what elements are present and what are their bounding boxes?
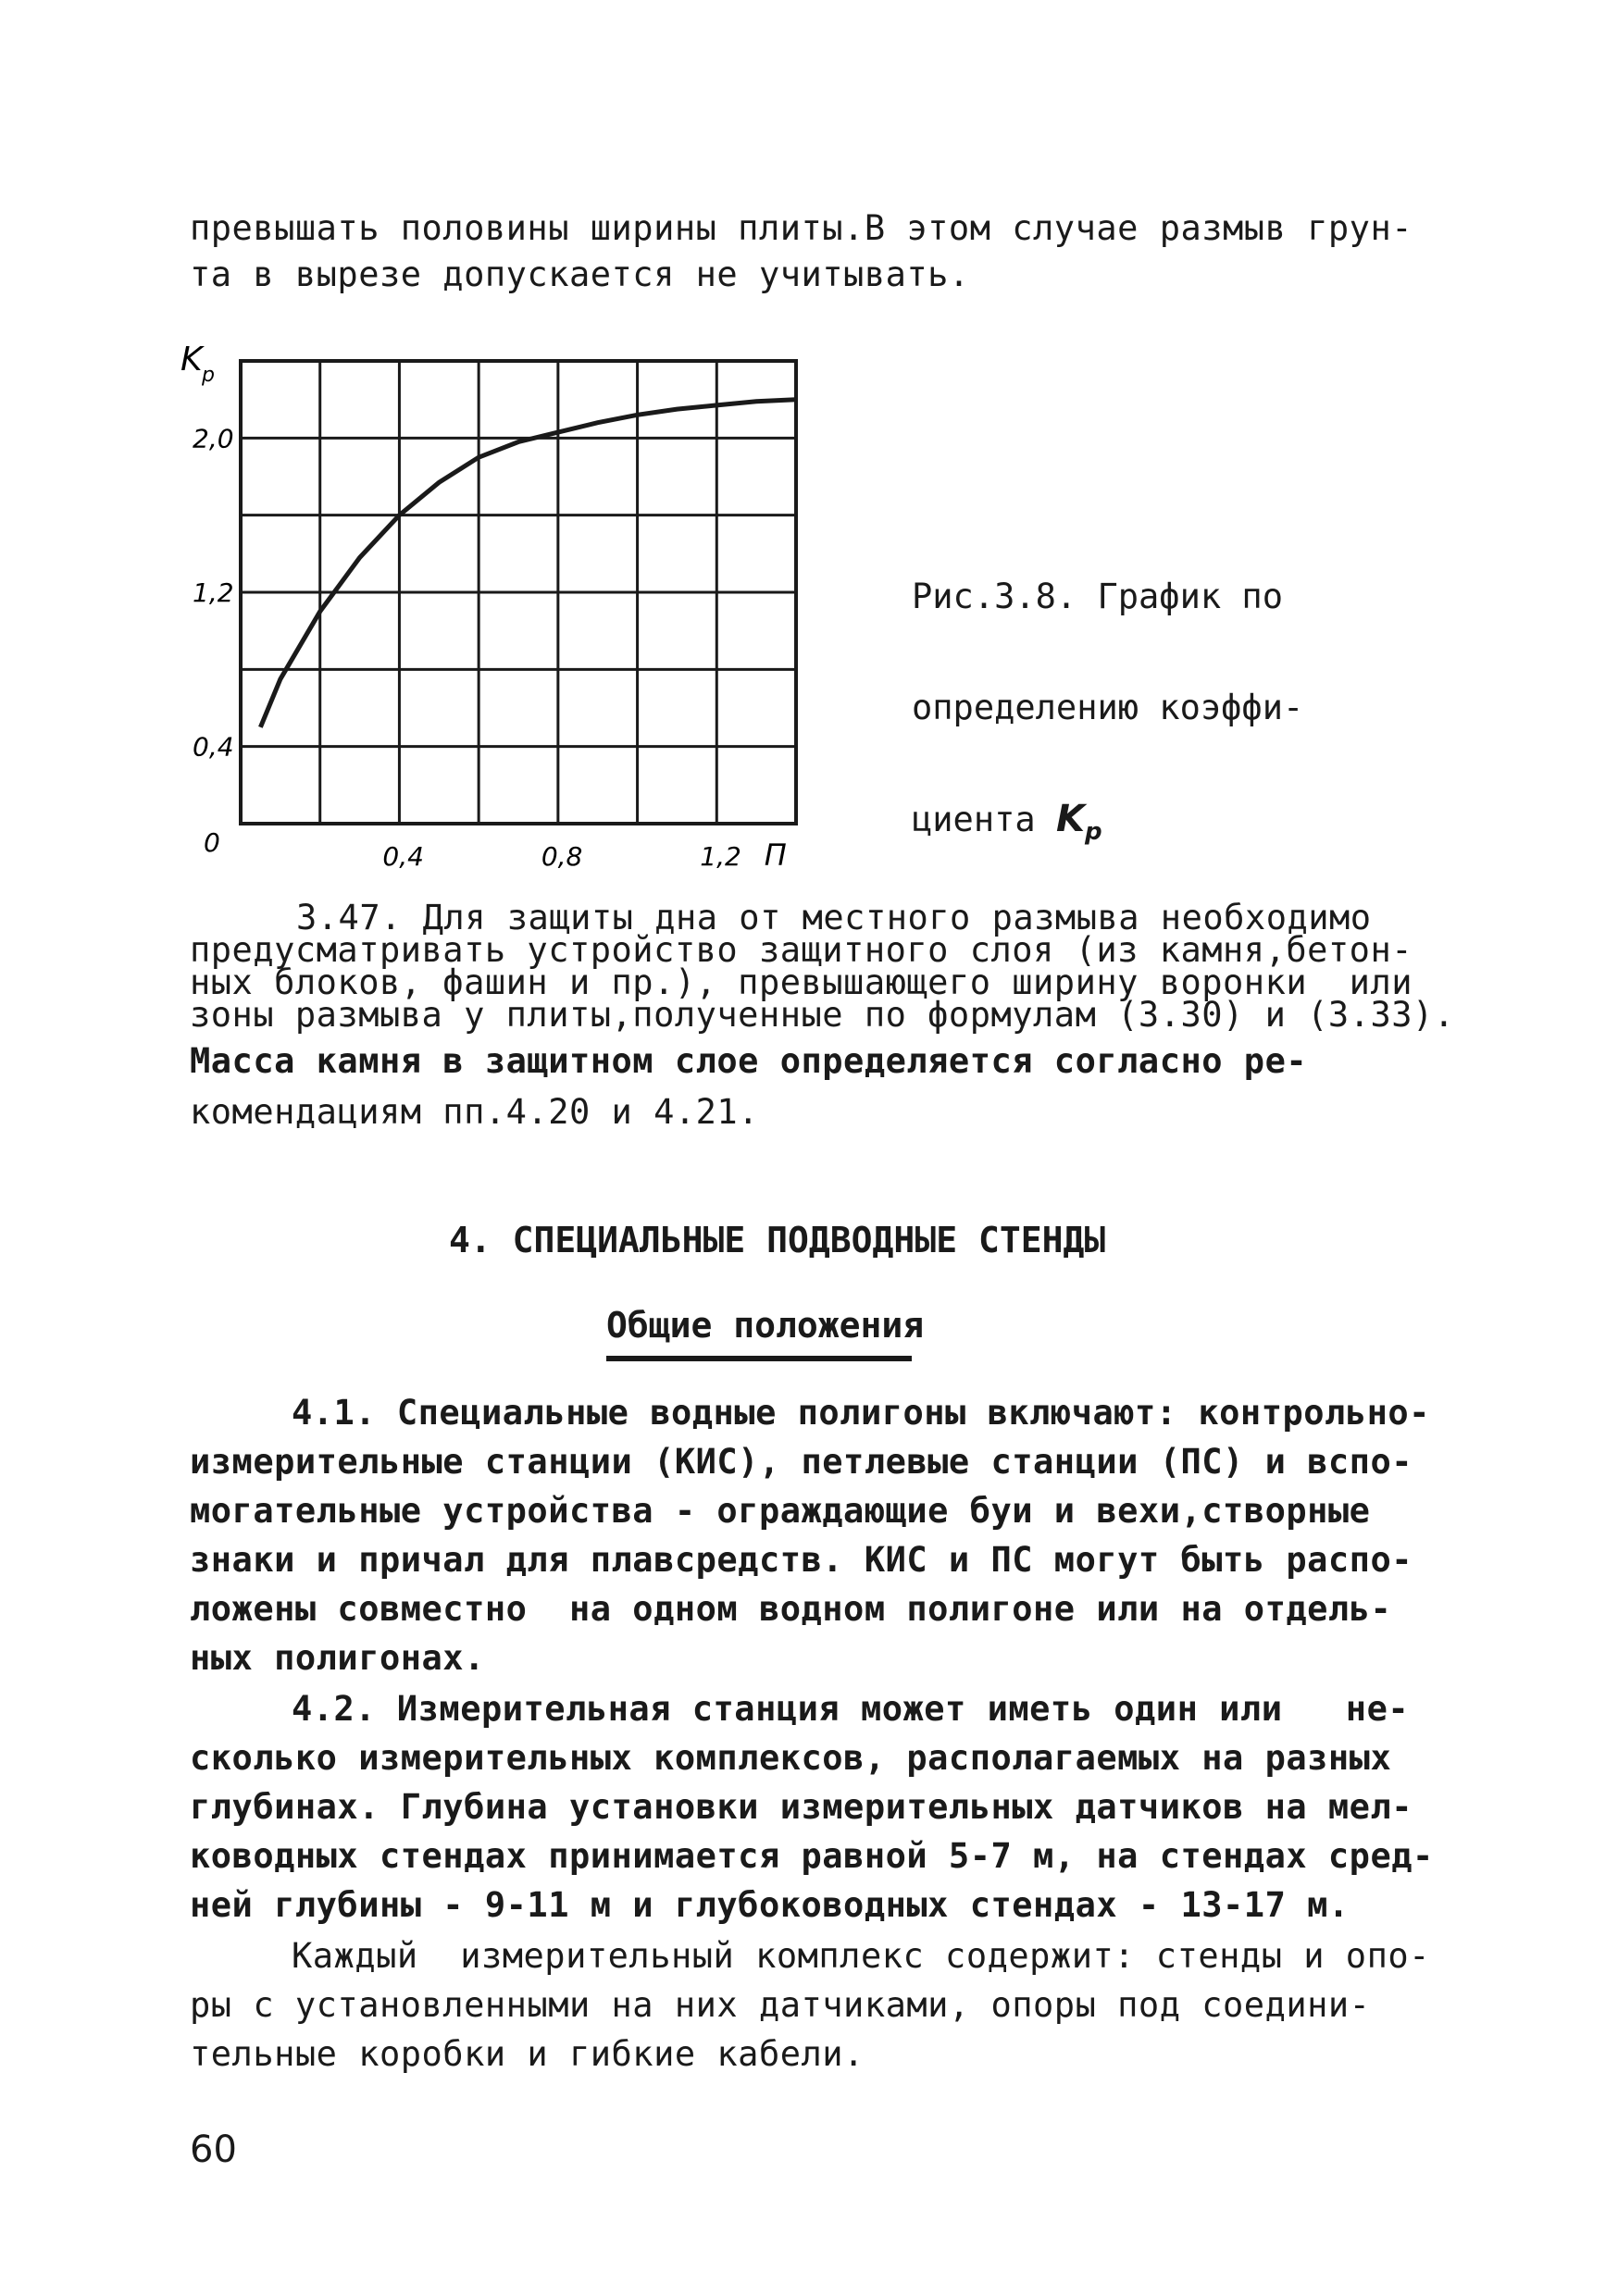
caption-line: Рис.3.8. График по <box>912 577 1283 616</box>
x-tick-label: 0,4 <box>382 841 424 872</box>
section-347-line: 3.47. Для защиты дна от местного размыва необходимо <box>296 898 1372 937</box>
section-347-line: зоны размыва у плиты,полученные по формулам (3.30) и (3.33). <box>190 995 1455 1035</box>
x-tick-label: 0,8 <box>541 841 583 872</box>
caption-symbol-sub: p <box>1084 818 1102 846</box>
subheading: Общие положения <box>606 1305 925 1346</box>
kp-chart <box>157 324 824 879</box>
y-tick-label: 0,4 <box>193 731 234 763</box>
para-41-line: измерительные станции (КИС), петлевые станции (ПС) и вспо- <box>190 1442 1413 1482</box>
para-41-line: ных полигонах. <box>190 1638 485 1678</box>
origin-label: 0 <box>204 827 220 858</box>
y-tick-label: 1,2 <box>193 577 234 608</box>
para-42-line: сколько измерительных комплексов, располагаемых на разных <box>190 1738 1392 1778</box>
para-43-line: тельные коробки и гибкие кабели. <box>190 2034 865 2074</box>
y-tick-label: 2,0 <box>193 423 234 454</box>
page-number: 60 <box>190 2128 237 2171</box>
para-42-line: глубинах. Глубина установки измерительных датчиков на мел- <box>190 1787 1413 1827</box>
chapter-heading: 4. СПЕЦИАЛЬНЫЕ ПОДВОДНЫЕ СТЕНДЫ <box>449 1220 1106 1260</box>
caption-line-3 <box>912 800 1303 850</box>
para-41-line: ложены совместно на одном водном полигоне или на отдель- <box>190 1589 1392 1629</box>
y-axis-title-sub: p <box>202 364 215 387</box>
x-axis-title: П <box>764 838 787 873</box>
chart-axis-labels <box>180 341 787 873</box>
caption-symbol <box>1055 798 1102 846</box>
para-43-line: Каждый измерительный комплекс содержит: стенды и опо- <box>292 1936 1430 1976</box>
section-347-line: Масса камня в защитном слое определяется согласно ре- <box>190 1041 1308 1081</box>
intro-line: превышать половины ширины плиты.В этом случае размыв грун- <box>190 208 1413 248</box>
section-347-line: комендациям пп.4.20 и 4.21. <box>190 1092 759 1132</box>
para-42-line: 4.2. Измерительная станция может иметь один или не- <box>292 1689 1410 1729</box>
y-axis-title: K <box>180 341 203 379</box>
caption-line: определению коэффи- <box>912 688 1304 727</box>
x-tick-label: 1,2 <box>700 841 741 872</box>
section-347-line: предусматривать устройство защитного слоя (из камня,бетон- <box>190 930 1413 970</box>
caption-line: циента <box>912 800 1036 839</box>
para-43-line: ры с установленными на них датчиками, опоры под соедини- <box>190 1985 1371 2025</box>
para-41-line: 4.1. Специальные водные полигоны включают: контрольно- <box>292 1393 1430 1433</box>
subheading-underline <box>606 1356 912 1361</box>
para-41-line: знаки и причал для плавсредств. КИС и ПС могут быть распо- <box>190 1540 1413 1580</box>
intro-line: та в вырезе допускается не учитывать. <box>190 254 970 294</box>
figure-caption <box>912 504 1303 887</box>
para-42-line: ней глубины - 9-11 м и глубоководных стендах - 13-17 м. <box>190 1885 1350 1925</box>
section-347-line: ных блоков, фашин и пр.), превышающего ширину воронки или <box>190 962 1413 1002</box>
para-42-line: ководных стендах принимается равной 5-7 м, на стендах сред- <box>190 1836 1434 1876</box>
chart-grid <box>241 361 796 824</box>
caption-symbol-k: K <box>1055 798 1085 840</box>
para-41-line: могательные устройства - ограждающие буи и вехи,створные <box>190 1491 1371 1531</box>
